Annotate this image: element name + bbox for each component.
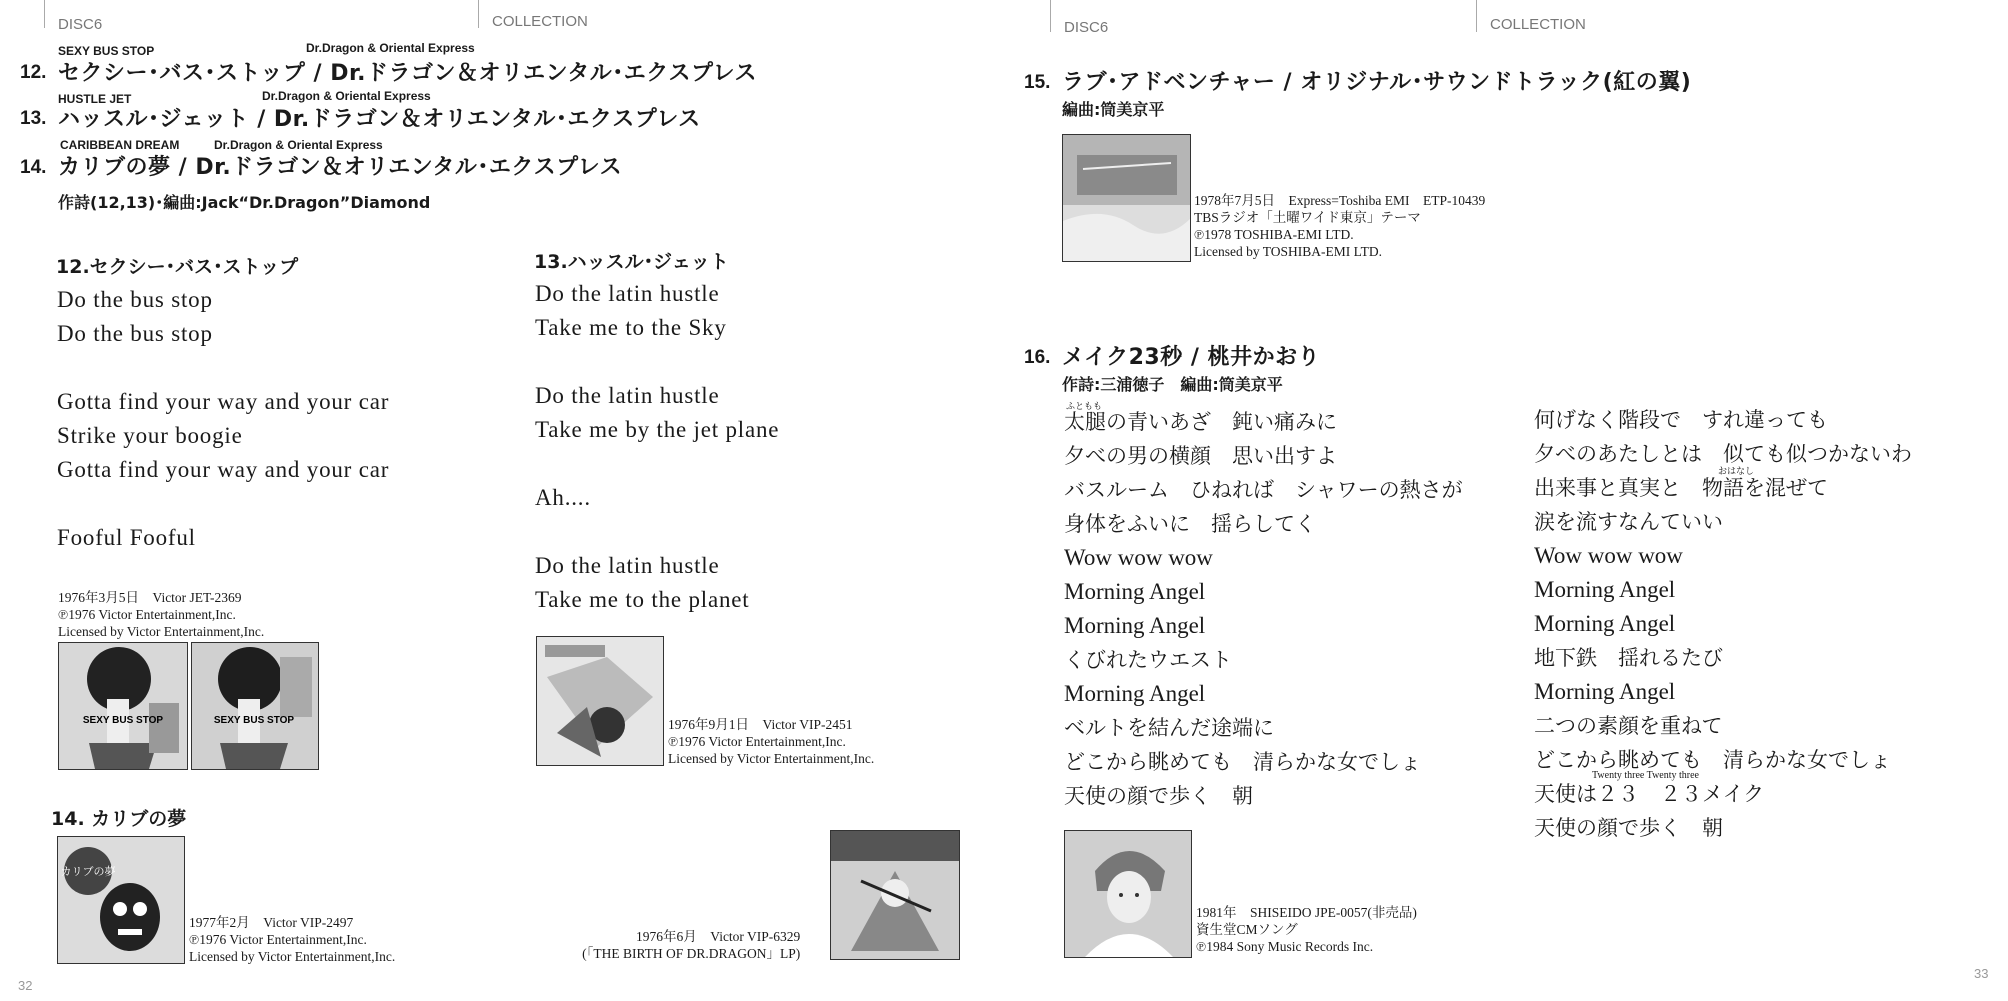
song12-cover-image-1 — [58, 642, 188, 770]
svg-text:SEXY BUS STOP: SEXY BUS STOP — [82, 715, 164, 726]
lyric-line: Morning Angel — [1534, 577, 1676, 602]
release-line: 1976年9月1日 Victor VIP-2451 — [668, 717, 853, 732]
track-16-credit: 作詩:三浦徳子 編曲:筒美京平 — [1062, 375, 1283, 394]
release-line: 1978年7月5日 Express=Toshiba EMI ETP-10439 — [1194, 193, 1486, 208]
lyric-line — [535, 515, 779, 549]
lyric-line: 太腿の青いあざ 鈍い痛みに — [1064, 410, 1337, 434]
release-line: ℗1976 Victor Entertainment,Inc. — [58, 607, 236, 622]
lyric-line: 天使は２３ ２３メイク — [1534, 782, 1765, 806]
song12-cover-image-2 — [191, 642, 319, 770]
release-line: ℗1978 TOSHIBA-EMI LTD. — [1194, 227, 1354, 242]
track-15-release — [1194, 192, 1485, 260]
track-14-artist-en: Dr.Dragon & Oriental Express — [214, 138, 383, 152]
song14-release — [189, 914, 395, 965]
lyric-line: バスルーム ひねれば シャワーの熱さが — [1064, 478, 1463, 502]
release-line: 1976年6月 Victor VIP-6329 — [636, 929, 801, 944]
lyric-line: Do the latin hustle — [535, 281, 720, 306]
release-line: 1977年2月 Victor VIP-2497 — [189, 915, 354, 930]
lyric-line: 涙を流すなんていい — [1534, 510, 1723, 534]
lyric-line: Take me to the Sky — [535, 315, 727, 340]
song13-release — [668, 716, 874, 767]
track-13-artist-en: Dr.Dragon & Oriental Express — [262, 89, 431, 103]
track-15-cover-image — [1062, 134, 1191, 262]
lyric-line — [535, 345, 779, 379]
lyric-line: ベルトを結んだ途端に — [1064, 716, 1274, 740]
lyric-line: Wow wow wow — [1064, 545, 1213, 570]
credit-line: 作詩(12,13)･編曲:Jack“Dr.Dragon”Diamond — [58, 193, 431, 212]
lyric-line: Morning Angel — [1064, 681, 1206, 706]
release-line: Licensed by Victor Entertainment,Inc. — [58, 624, 265, 639]
track-13-number: 13. — [20, 108, 47, 129]
album-cover-image — [830, 830, 960, 960]
lyric-line: どこから眺めても 清らかな女でしょ — [1534, 748, 1891, 772]
release-line: Licensed by Victor Entertainment,Inc. — [668, 751, 875, 766]
lyric-line: 身体をふいに 揺らしてく — [1064, 512, 1316, 536]
ruby-annotation: おはなし — [1718, 467, 1755, 477]
song12-release — [58, 589, 264, 640]
lyric-line — [57, 487, 389, 521]
lyric-line: 地下鉄 揺れるたび — [1534, 646, 1723, 670]
song13-heading: 13.ハッスル･ジェット — [534, 251, 729, 273]
track-16-title: メイク23秒 / 桃井かおり — [1062, 345, 1321, 370]
track-13-en: HUSTLE JET — [58, 92, 132, 106]
page-number-right: 33 — [1974, 966, 1989, 981]
lyric-line: Morning Angel — [1064, 579, 1206, 604]
lyric-line — [535, 447, 779, 481]
lyric-line: 二つの素顔を重ねて — [1534, 714, 1723, 738]
lyric-line: Take me by the jet plane — [535, 417, 780, 442]
lyric-line: くびれたウエスト — [1064, 648, 1232, 672]
lyric-line: 夕べの男の横顔 思い出すよ — [1064, 444, 1337, 468]
release-line: ℗1976 Victor Entertainment,Inc. — [189, 932, 367, 947]
release-line: Licensed by Victor Entertainment,Inc. — [189, 949, 396, 964]
lyric-line: Morning Angel — [1064, 613, 1206, 638]
lyric-line: Do the bus stop — [57, 287, 213, 312]
release-line: ℗1984 Sony Music Records Inc. — [1196, 939, 1374, 954]
album-release — [576, 928, 800, 962]
track-12-en: SEXY BUS STOP — [58, 44, 155, 58]
release-line: ℗1976 Victor Entertainment,Inc. — [668, 734, 846, 749]
song12-heading: 12.セクシー･バス･ストップ — [56, 256, 299, 278]
track-13-title: ハッスル･ジェット / Dr.ドラゴン＆オリエンタル･エクスプレス — [58, 107, 701, 132]
release-line: (「THE BIRTH OF DR.DRAGON」LP) — [582, 946, 801, 961]
header-collection-right: COLLECTION — [1490, 16, 1586, 33]
lyric-line: Wow wow wow — [1534, 543, 1683, 568]
track-14-en: CARIBBEAN DREAM — [60, 138, 180, 152]
track-12-title: セクシー･バス･ストップ / Dr.ドラゴン＆オリエンタル･エクスプレス — [58, 61, 757, 86]
ruby-annotation: Twenty three Twenty three — [1592, 770, 1699, 781]
track-16-release — [1196, 904, 1417, 955]
header-collection: COLLECTION — [492, 13, 588, 30]
lyric-line: 何げなく階段で すれ違っても — [1534, 408, 1828, 432]
lyric-line: Fooful Fooful — [57, 525, 196, 550]
lyric-line: 夕べのあたしとは 似ても似つかないわ — [1534, 442, 1912, 466]
song14-cover-image — [57, 836, 185, 964]
track-12-artist-en: Dr.Dragon & Oriental Express — [306, 41, 475, 55]
track-15-title: ラブ･アドベンチャー / オリジナル･サウンドトラック(紅の翼) — [1062, 70, 1692, 95]
lyric-line: Ah.... — [535, 485, 591, 510]
lyric-line: Do the latin hustle — [535, 383, 720, 408]
lyric-line: Strike your boogie — [57, 423, 243, 448]
lyric-line: Do the latin hustle — [535, 553, 720, 578]
header-disc: DISC6 — [58, 16, 103, 33]
lyric-line: Take me to the planet — [535, 587, 750, 612]
release-line: 資生堂CMソング — [1196, 922, 1298, 937]
track-15-credit: 編曲:筒美京平 — [1062, 100, 1165, 119]
release-line: Licensed by TOSHIBA-EMI LTD. — [1194, 244, 1382, 259]
song13-cover-image — [536, 636, 664, 766]
lyric-line: Morning Angel — [1534, 611, 1676, 636]
header-disc-right: DISC6 — [1064, 19, 1109, 36]
release-line: 1981年 SHISEIDO JPE-0057(非売品) — [1196, 905, 1417, 920]
track-15-number: 15. — [1024, 72, 1051, 93]
track-14-number: 14. — [20, 157, 47, 178]
lyric-line: Gotta find your way and your car — [57, 457, 390, 482]
song14-heading: 14. カリブの夢 — [51, 808, 187, 830]
track16-lyrics-right — [1534, 403, 1912, 845]
track-12-number: 12. — [20, 62, 47, 83]
release-line: TBSラジオ「土曜ワイド東京」テーマ — [1194, 210, 1421, 225]
release-line: 1976年3月5日 Victor JET-2369 — [58, 590, 242, 605]
track-16-cover-image — [1064, 830, 1192, 958]
track-14-title: カリブの夢 / Dr.ドラゴン＆オリエンタル･エクスプレス — [58, 155, 623, 180]
lyric-line — [57, 351, 389, 385]
svg-text:カリブの夢: カリブの夢 — [60, 865, 116, 878]
lyric-line: Do the bus stop — [57, 321, 213, 346]
lyric-line: 出来事と真実と 物語を混ぜて — [1534, 476, 1828, 500]
ruby-annotation: ふともも — [1066, 402, 1103, 412]
lyric-line: どこから眺めても 清らかな女でしょ — [1064, 750, 1421, 774]
lyric-line: 天使の顔で歩く 朝 — [1534, 816, 1723, 840]
lyric-line: 天使の顔で歩く 朝 — [1064, 784, 1253, 808]
page-number-left: 32 — [18, 978, 33, 993]
track16-lyrics-left — [1064, 405, 1463, 813]
lyric-line: Gotta find your way and your car — [57, 389, 390, 414]
track-16-number: 16. — [1024, 347, 1051, 368]
song13-lyrics — [535, 277, 779, 617]
lyric-line: Morning Angel — [1534, 679, 1676, 704]
song12-lyrics — [57, 283, 389, 555]
svg-text:SEXY BUS STOP: SEXY BUS STOP — [213, 715, 295, 726]
